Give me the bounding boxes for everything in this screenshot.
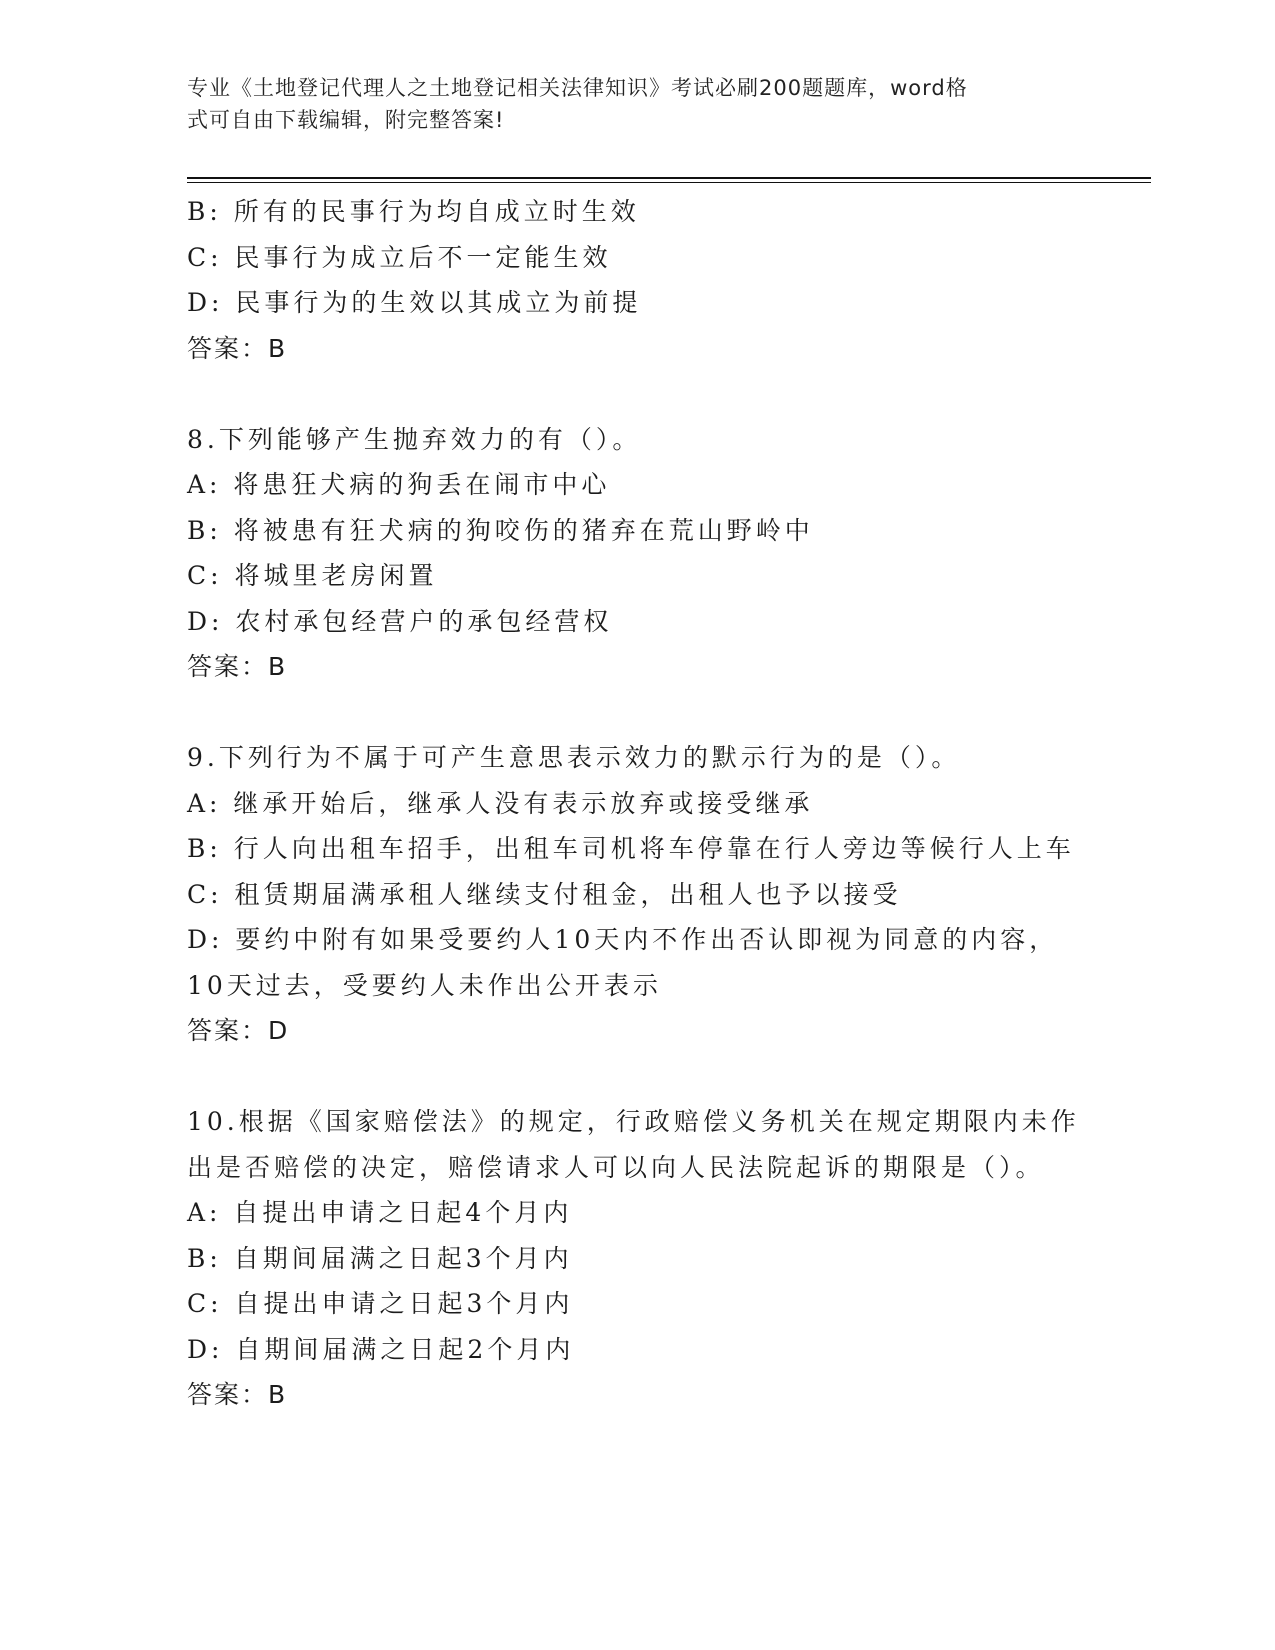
document-header	[187, 72, 1067, 136]
header-line-1: 专业《土地登记代理人之土地登记相关法律知识》考试必刷200题题库，word格	[187, 76, 968, 100]
q7-option-d: D: 民事行为的生效以其成立为前提	[187, 288, 642, 317]
q9-option-d-continued: 10天过去，受要约人未作出公开表示	[187, 970, 662, 1000]
q8-option-b: B: 将被患有狂犬病的狗咬伤的猪弃在荒山野岭中	[187, 515, 814, 545]
q9-option-a: A: 继承开始后，继承人没有表示放弃或接受继承	[187, 788, 814, 818]
question-7	[187, 189, 1087, 371]
question-content	[187, 189, 1087, 1418]
q10-option-b: B: 自期间届满之日起3个月内	[187, 1243, 573, 1273]
q8-answer: 答案：B	[187, 652, 288, 681]
q10-stem-line-1: 10.根据《国家赔偿法》的规定，行政赔偿义务机关在规定期限内未作	[187, 1107, 1080, 1136]
q8-stem: 8.下列能够产生抛弃效力的有（）。	[187, 424, 642, 454]
question-9	[187, 735, 1087, 1054]
spacer	[187, 1054, 1087, 1100]
header-divider-thick	[187, 177, 1151, 179]
q7-option-b: B: 所有的民事行为均自成立时生效	[187, 197, 640, 226]
q10-answer: 答案：B	[187, 1380, 288, 1409]
q10-option-d: D: 自期间届满之日起2个月内	[187, 1334, 575, 1364]
q7-answer: 答案：B	[187, 333, 288, 363]
spacer	[187, 371, 1087, 417]
header-line-2: 式可自由下载编辑，附完整答案!	[187, 108, 505, 132]
q10-option-c: C: 自提出申请之日起3个月内	[187, 1289, 574, 1318]
q9-answer: 答案：D	[187, 1016, 290, 1045]
q8-option-c: C: 将城里老房闲置	[187, 561, 438, 590]
q8-option-d: D: 农村承包经营户的承包经营权	[187, 606, 613, 636]
spacer	[187, 690, 1087, 736]
q10-option-a: A: 自提出申请之日起4个月内	[187, 1198, 573, 1227]
header-divider-thin	[187, 182, 1151, 183]
q9-option-c: C: 租赁期届满承租人继续支付租金，出租人也予以接受	[187, 879, 902, 909]
q9-stem: 9.下列行为不属于可产生意思表示效力的默示行为的是（）。	[187, 743, 961, 772]
q9-option-b: B: 行人向出租车招手，出租车司机将车停靠在行人旁边等候行人上车	[187, 834, 1075, 863]
q9-option-d: D: 要约中附有如果受要约人10天内不作出否认即视为同意的内容，	[187, 925, 1059, 954]
question-10	[187, 1099, 1087, 1418]
question-8	[187, 417, 1087, 690]
q10-stem-line-2: 出是否赔偿的决定，赔偿请求人可以向人民法院起诉的期限是（）。	[187, 1152, 1045, 1182]
q7-option-c: C: 民事行为成立后不一定能生效	[187, 242, 612, 272]
q8-option-a: A: 将患狂犬病的狗丢在闹市中心	[187, 470, 611, 499]
